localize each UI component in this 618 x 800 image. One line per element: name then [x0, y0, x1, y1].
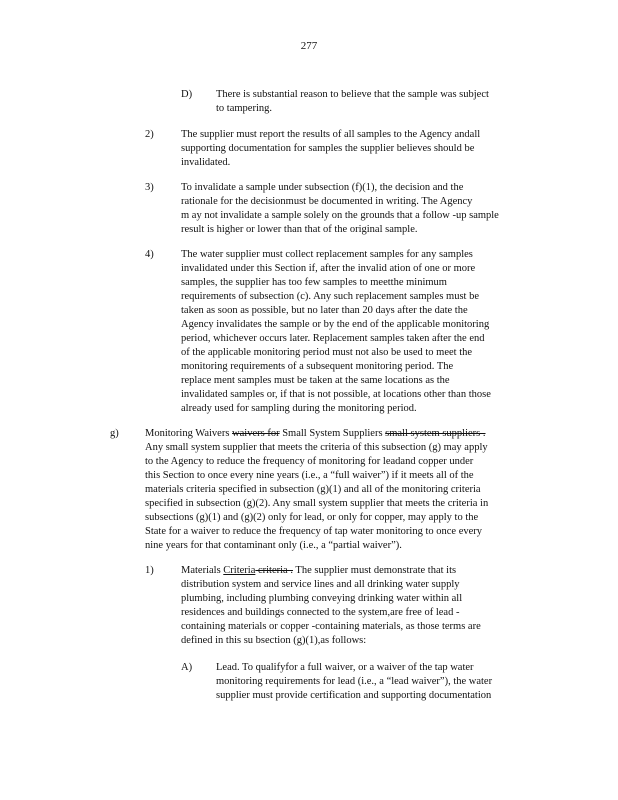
item-3-line: m ay not invalidate a sample solely on the grounds that a follow -up sample [181, 210, 499, 221]
item-4-line: requirements of subsection (c). Any such replacement samples must be [181, 291, 479, 302]
item-2-label: 2) [145, 129, 154, 140]
item-1-line: residences and buildings connected to the system,are free of lead - [181, 607, 460, 618]
item-g-line: subsections (g)(1) and (g)(2) only for lead, or only for copper, may apply to the [145, 512, 479, 523]
item-4-line: of the applicable monitoring period must not also be used to meet the [181, 347, 473, 358]
item-4-line: invalidated under this Section if, after the invalid ation of one or more [181, 263, 476, 274]
item-1-paragraph [181, 564, 526, 648]
item-g-line: specified in subsection (g)(2). Any small system supplier that meets the criteria in [145, 498, 489, 509]
item-4-line: already used for sampling during the monitoring period. [181, 403, 417, 414]
item-1-line: distribution system and service lines and all drinking water supply [181, 579, 460, 590]
item-d-line: There is substantial reason to believe that the sample was subject [216, 89, 489, 100]
item-1-line: containing materials or copper -containing materials, as those terms are [181, 621, 481, 632]
item-g-struck-text: small system suppliers . [385, 428, 486, 439]
item-2-line: The supplier must report the results of all samples to the Agency andall [181, 129, 481, 140]
item-g-line: Any small system supplier that meets the criteria of this subsection (g) may apply [145, 442, 488, 453]
item-g-paragraph [145, 427, 540, 553]
item-2-line: invalidated. [181, 157, 231, 168]
item-a-line: Lead. To qualifyfor a full waiver, or a waiver of the tap water [216, 662, 474, 673]
item-3-paragraph [181, 181, 536, 237]
item-g-heading [145, 427, 540, 441]
item-2-paragraph [181, 128, 521, 170]
item-4-line: replace ment samples must be taken at the same locations as the [181, 375, 450, 386]
item-1-line: plumbing, including plumbing conveying drinking water within all [181, 593, 463, 604]
item-d-line: to tampering. [216, 103, 272, 114]
item-g-heading-middle: Small System Suppliers [279, 428, 386, 439]
item-g-struck-text: waivers for [232, 428, 280, 439]
item-4-line: monitoring requirements of a subsequent monitoring period. The [181, 361, 454, 372]
page-number: 277 [300, 40, 318, 52]
item-3-label: 3) [145, 182, 154, 193]
item-4-line: The water supplier must collect replacement samples for any samples [181, 249, 473, 260]
item-2-line: supporting documentation for samples the supplier believes should be [181, 143, 475, 154]
item-3-line: To invalidate a sample under subsection (f)(1), the decision and the [181, 182, 464, 193]
item-1-heading-prefix: Materials [181, 565, 224, 576]
item-4-line: invalidated samples or, if that is not possible, at locations other than those [181, 389, 491, 400]
item-d-label: D) [181, 89, 193, 100]
item-g-heading-prefix: Monitoring Waivers [145, 428, 233, 439]
item-3-line: rationale for the decisionmust be documented in writing. The Agency [181, 196, 473, 207]
item-a-line: supplier must provide certification and supporting documentation [216, 690, 492, 701]
item-g-line: this Section to once every nine years (i.e., a “full waiver”) if it meets all of the [145, 470, 474, 481]
item-4-paragraph [181, 248, 536, 416]
item-3-line: result is higher or lower than that of the original sample. [181, 224, 418, 235]
item-a-paragraph [216, 661, 531, 703]
item-a-label: A) [181, 662, 193, 673]
item-g-label: g) [110, 428, 119, 439]
item-g-line: nine years for that contaminant only (i.e., a “partial waiver”). [145, 540, 402, 551]
item-1-heading [181, 564, 526, 578]
item-a-line: monitoring requirements for lead (i.e., a “lead waiver”), the water [216, 676, 493, 687]
item-4-label: 4) [145, 249, 154, 260]
item-1-underlined-text: Criteria [223, 565, 256, 576]
item-d-paragraph [216, 88, 526, 116]
item-g-line: State for a waiver to reduce the frequency of tap water monitoring to once every [145, 526, 483, 537]
item-4-line: samples, the supplier has too few samples to meetthe minimum [181, 277, 447, 288]
item-1-struck-text: criteria . [255, 565, 293, 576]
item-4-line: taken as soon as possible, but no later than 20 days after the date the [181, 305, 468, 316]
item-4-line: Agency invalidates the sample or by the end of the applicable monitoring [181, 319, 490, 330]
item-1-heading-suffix: The supplier must demonstrate that its [292, 565, 457, 576]
item-g-line: materials criteria specified in subsection (g)(1) and all of the monitoring criteria [145, 484, 481, 495]
item-1-label: 1) [145, 565, 154, 576]
item-1-line: defined in this su bsection (g)(1),as follows: [181, 635, 367, 646]
item-4-line: period, whichever occurs later. Replacement samples taken after the end [181, 333, 485, 344]
item-g-line: to the Agency to reduce the frequency of monitoring for leadand copper under [145, 456, 474, 467]
